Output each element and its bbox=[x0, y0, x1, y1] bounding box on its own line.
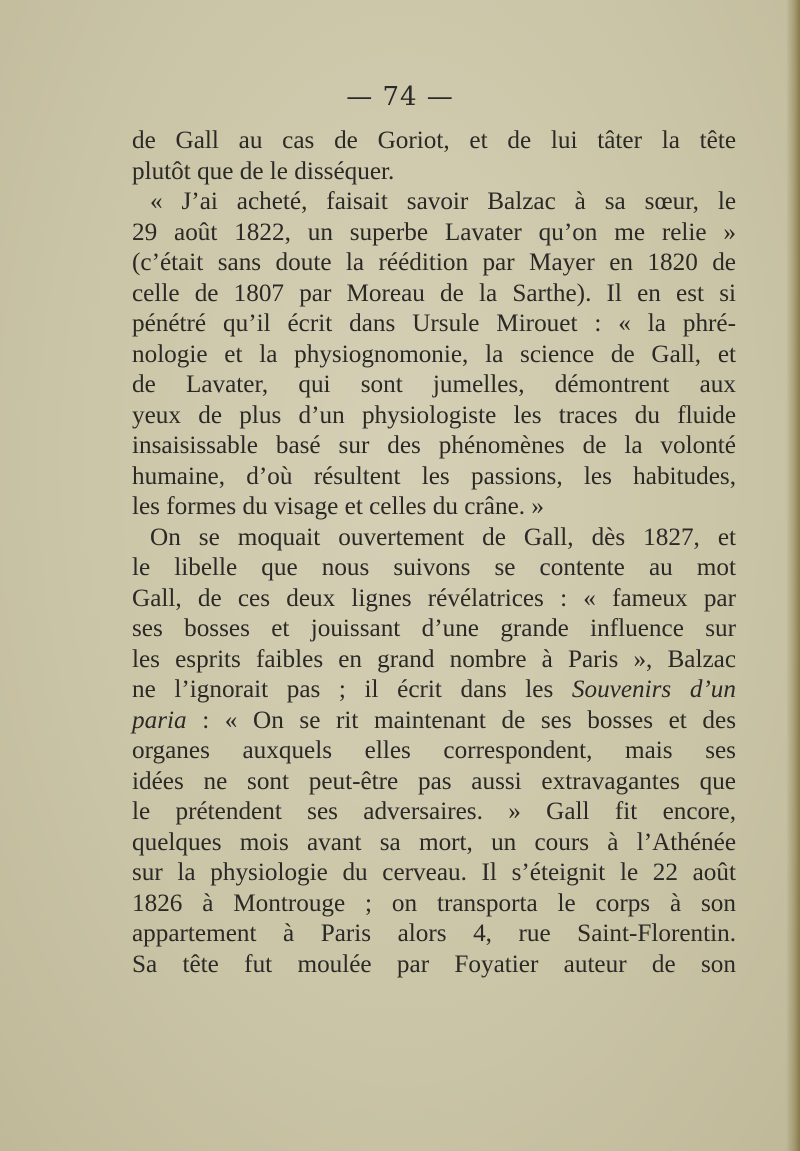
text-line: 1826 à Montrouge ; on transporta le corps à son bbox=[132, 889, 736, 917]
text-line: pénétré qu’il écrit dans Ursule Mirouet : « la phré- bbox=[132, 310, 736, 337]
text-line: celle de 1807 par Moreau de la Sarthe). Il en est si bbox=[132, 279, 736, 307]
book-title-italic: paria bbox=[132, 706, 187, 734]
text-line: idées ne sont peut-être pas aussi extravagantes que bbox=[132, 767, 736, 795]
text-line: plutôt que de le disséquer. bbox=[132, 157, 395, 185]
text-line: organes auxquels elles correspondent, mais ses bbox=[132, 737, 736, 764]
text-line: insaisissable basé sur des phénomènes de la volonté bbox=[132, 432, 736, 459]
text-line: les formes du visage et celles du crâne. » bbox=[132, 493, 544, 520]
text-fragment: ne l’ignorait pas ; il écrit dans les bbox=[132, 676, 554, 703]
text-line: On se moquait ouvertement de Gall, dès 1827, et bbox=[150, 523, 736, 551]
text-line: nologie et la physiognomonie, la science de Gall, et bbox=[132, 340, 736, 368]
book-title-italic: Souvenirs d’un bbox=[571, 676, 736, 703]
text-line: le libelle que nous suivons se contente au mot bbox=[132, 554, 736, 581]
text-line: humaine, d’où résultent les passions, les habitudes, bbox=[132, 462, 736, 490]
text-line: « J’ai acheté, faisait savoir Balzac à sa sœur, le bbox=[150, 188, 736, 215]
page-edge bbox=[786, 0, 800, 1151]
text-line: quelques mois avant sa mort, un cours à l’Athénée bbox=[132, 828, 736, 856]
text-line: 29 août 1822, un superbe Lavater qu’on me relie » bbox=[132, 218, 736, 246]
text-line: Gall, de ces deux lignes révélatrices : « fameux par bbox=[132, 584, 736, 612]
body-text bbox=[132, 126, 736, 980]
text-line: de Gall au cas de Goriot, et de lui tâter la tête bbox=[132, 127, 736, 154]
text-line: de Lavater, qui sont jumelles, démontrent aux bbox=[132, 371, 736, 398]
text-line-with-title bbox=[132, 675, 736, 706]
text-line: yeux de plus d’un physiologiste les traces du fluide bbox=[132, 401, 736, 429]
text-line: sur la physiologie du cerveau. Il s’éteignit le 22 août bbox=[132, 859, 736, 886]
text-fragment: : « On se rit maintenant de ses bosses et des bbox=[186, 706, 736, 734]
text-line: appartement à Paris alors 4, rue Saint-Florentin. bbox=[132, 920, 736, 947]
text-line: les esprits faibles en grand nombre à Paris », Balzac bbox=[132, 645, 736, 673]
text-line: ses bosses et jouissant d’une grande influence sur bbox=[132, 615, 736, 642]
page-number: — 74 — bbox=[346, 82, 454, 112]
text-line: Sa tête fut moulée par Foyatier auteur de son bbox=[132, 950, 736, 978]
text-line-with-title bbox=[132, 706, 736, 737]
text-line: le prétendent ses adversaires. » Gall fit encore, bbox=[132, 798, 736, 825]
text-line: (c’était sans doute la réédition par Mayer en 1820 de bbox=[132, 249, 736, 276]
